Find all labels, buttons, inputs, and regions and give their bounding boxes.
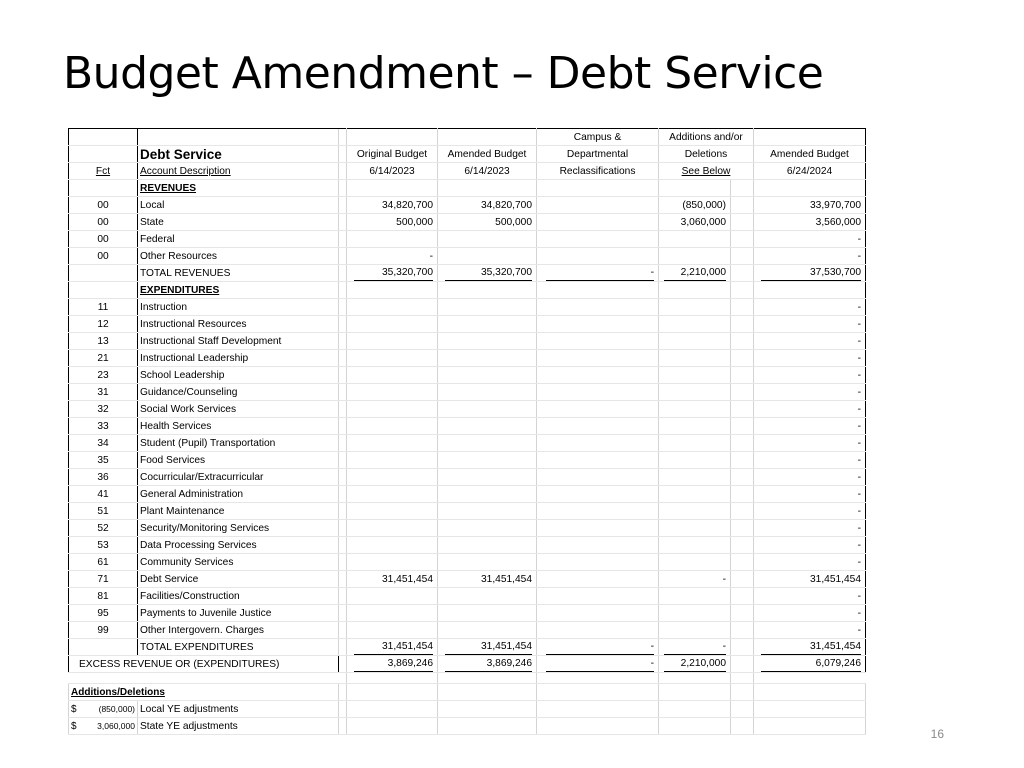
total-amended: 3,869,246	[445, 656, 532, 672]
account-description: Data Processing Services	[138, 537, 339, 554]
addition-row	[69, 718, 866, 735]
col-amended-budget: Amended Budget	[438, 146, 537, 163]
additions-value	[659, 554, 731, 571]
total-original: 31,451,454	[354, 639, 433, 655]
original-budget-value	[347, 367, 438, 384]
col-amended-date: 6/14/2023	[438, 163, 537, 180]
additions-value	[659, 452, 731, 469]
fct-code: 34	[69, 435, 138, 452]
reclassification-value	[537, 197, 659, 214]
account-description: Instructional Staff Development	[138, 333, 339, 350]
original-budget-value	[347, 401, 438, 418]
account-description: General Administration	[138, 486, 339, 503]
col-campus-line2: Departmental	[537, 146, 659, 163]
reclassification-value	[537, 571, 659, 588]
reclassification-value	[537, 503, 659, 520]
expenditures-heading: EXPENDITURES	[140, 285, 220, 296]
expenditure-row	[69, 469, 866, 486]
additions-value	[659, 333, 731, 350]
additions-value	[659, 350, 731, 367]
original-budget-value	[347, 299, 438, 316]
total-revenues-row	[69, 265, 866, 282]
original-budget-value	[347, 316, 438, 333]
total-amended: 35,320,700	[445, 265, 532, 281]
reclassification-value	[537, 367, 659, 384]
reclassification-value	[537, 401, 659, 418]
currency-symbol: $	[71, 721, 77, 732]
additions-value	[659, 299, 731, 316]
expenditure-row	[69, 571, 866, 588]
expenditure-row	[69, 418, 866, 435]
account-description: Social Work Services	[138, 401, 339, 418]
total-label: EXCESS REVENUE OR (EXPENDITURES)	[69, 656, 339, 673]
total-expenditures-row	[69, 639, 866, 656]
additions-value	[659, 418, 731, 435]
reclassification-value	[537, 299, 659, 316]
col-original-budget: Original Budget	[347, 146, 438, 163]
account-description: Debt Service	[138, 571, 339, 588]
additions-value	[659, 316, 731, 333]
fct-code: 12	[69, 316, 138, 333]
adjustment-description: State YE adjustments	[138, 718, 339, 735]
account-description: Other Resources	[138, 248, 339, 265]
col-fct: Fct	[95, 166, 111, 177]
additions-value	[659, 367, 731, 384]
additions-value	[659, 435, 731, 452]
expenditure-row	[69, 503, 866, 520]
amended-budget-value	[438, 367, 537, 384]
original-budget-value	[347, 435, 438, 452]
amended-budget-value	[438, 418, 537, 435]
amended-budget-value	[438, 622, 537, 639]
col-additions-line2: Deletions	[659, 146, 754, 163]
total-amended: 31,451,454	[445, 639, 532, 655]
amended-budget-value	[438, 435, 537, 452]
additions-value	[659, 469, 731, 486]
amended-budget-value	[438, 401, 537, 418]
amended-budget-value: 500,000	[438, 214, 537, 231]
original-budget-value	[347, 554, 438, 571]
total-label: TOTAL EXPENDITURES	[138, 639, 339, 656]
account-description: Health Services	[138, 418, 339, 435]
expenditure-row	[69, 537, 866, 554]
original-budget-value	[347, 452, 438, 469]
fct-code: 36	[69, 469, 138, 486]
currency-symbol: $	[71, 704, 77, 715]
account-description: Facilities/Construction	[138, 588, 339, 605]
reclassification-value	[537, 214, 659, 231]
additions-value	[659, 384, 731, 401]
fct-code: 31	[69, 384, 138, 401]
new-amended-budget-value: -	[754, 367, 866, 384]
new-amended-budget-value: -	[754, 469, 866, 486]
new-amended-budget-value: -	[754, 554, 866, 571]
additions-heading: Additions/Deletions	[71, 687, 165, 698]
account-description: Payments to Juvenile Justice	[138, 605, 339, 622]
account-description: Community Services	[138, 554, 339, 571]
reclassification-value	[537, 622, 659, 639]
new-amended-budget-value: -	[754, 452, 866, 469]
fund-name: Debt Service	[138, 146, 339, 163]
col-campus-line1: Campus &	[537, 129, 659, 146]
fct-code: 23	[69, 367, 138, 384]
reclassification-value	[537, 452, 659, 469]
total-reclass: -	[546, 265, 654, 281]
account-description: Security/Monitoring Services	[138, 520, 339, 537]
col-new-date: 6/24/2024	[754, 163, 866, 180]
fct-code: 53	[69, 537, 138, 554]
additions-value	[659, 605, 731, 622]
amended-budget-value	[438, 605, 537, 622]
additions-value	[659, 486, 731, 503]
amended-budget-value	[438, 231, 537, 248]
new-amended-budget-value: -	[754, 605, 866, 622]
amended-budget-value	[438, 588, 537, 605]
header-row-3	[69, 163, 866, 180]
spacer-row	[69, 673, 866, 684]
expenditure-row	[69, 486, 866, 503]
amended-budget-value	[438, 316, 537, 333]
page-number: 16	[930, 727, 944, 741]
original-budget-value: 31,451,454	[347, 571, 438, 588]
original-budget-value	[347, 537, 438, 554]
amended-budget-value	[438, 520, 537, 537]
total-reclass: -	[546, 656, 654, 672]
excess-row	[69, 656, 866, 673]
new-amended-budget-value: -	[754, 333, 866, 350]
adjustment-amount: 3,060,000	[97, 721, 135, 731]
new-amended-budget-value: -	[754, 401, 866, 418]
account-description: Federal	[138, 231, 339, 248]
original-budget-value	[347, 384, 438, 401]
fct-code: 51	[69, 503, 138, 520]
reclassification-value	[537, 231, 659, 248]
reclassification-value	[537, 350, 659, 367]
revenue-row	[69, 248, 866, 265]
expenditure-row	[69, 350, 866, 367]
col-campus-line3: Reclassifications	[537, 163, 659, 180]
total-additions: 2,210,000	[664, 656, 726, 672]
amended-budget-value	[438, 469, 537, 486]
fct-code: 32	[69, 401, 138, 418]
col-additions-line3: See Below	[681, 166, 731, 177]
original-budget-value	[347, 486, 438, 503]
additions-value	[659, 537, 731, 554]
new-amended-budget-value: -	[754, 537, 866, 554]
adjustment-description: Local YE adjustments	[138, 701, 339, 718]
new-amended-budget-value: -	[754, 520, 866, 537]
fct-code: 35	[69, 452, 138, 469]
amended-budget-value: 34,820,700	[438, 197, 537, 214]
additions-value: -	[659, 571, 731, 588]
additions-value: (850,000)	[659, 197, 731, 214]
original-budget-value	[347, 588, 438, 605]
new-amended-budget-value: -	[754, 248, 866, 265]
fct-code: 13	[69, 333, 138, 350]
new-amended-budget-value: -	[754, 316, 866, 333]
new-amended-budget-value: -	[754, 418, 866, 435]
fct-code: 00	[69, 231, 138, 248]
total-additions: 2,210,000	[664, 265, 726, 281]
total-original: 35,320,700	[354, 265, 433, 281]
original-budget-value: -	[347, 248, 438, 265]
account-description: Other Intergovern. Charges	[138, 622, 339, 639]
expenditure-row	[69, 367, 866, 384]
amended-budget-value	[438, 503, 537, 520]
expenditure-row	[69, 605, 866, 622]
reclassification-value	[537, 384, 659, 401]
fct-code: 00	[69, 197, 138, 214]
amended-budget-value	[438, 452, 537, 469]
amended-budget-value	[438, 384, 537, 401]
additions-value	[659, 401, 731, 418]
additions-value	[659, 231, 731, 248]
revenues-heading-row	[69, 180, 866, 197]
revenue-row	[69, 214, 866, 231]
new-amended-budget-value: -	[754, 486, 866, 503]
expenditure-row	[69, 384, 866, 401]
col-original-date: 6/14/2023	[347, 163, 438, 180]
original-budget-value	[347, 520, 438, 537]
account-description: Food Services	[138, 452, 339, 469]
new-amended-budget-value: 3,560,000	[754, 214, 866, 231]
expenditure-row	[69, 333, 866, 350]
new-amended-budget-value: -	[754, 384, 866, 401]
reclassification-value	[537, 486, 659, 503]
new-amended-budget-value: -	[754, 435, 866, 452]
account-description: Instruction	[138, 299, 339, 316]
adjustment-amount: (850,000)	[98, 704, 135, 714]
expenditure-row	[69, 554, 866, 571]
expenditure-row	[69, 452, 866, 469]
amended-budget-value	[438, 554, 537, 571]
additions-value	[659, 520, 731, 537]
new-amended-budget-value: -	[754, 588, 866, 605]
fct-code: 95	[69, 605, 138, 622]
header-row-2	[69, 146, 866, 163]
reclassification-value	[537, 469, 659, 486]
account-description: Instructional Resources	[138, 316, 339, 333]
additions-heading-row	[69, 684, 866, 701]
account-description: Instructional Leadership	[138, 350, 339, 367]
total-additions: -	[664, 639, 726, 655]
account-description: Plant Maintenance	[138, 503, 339, 520]
original-budget-value	[347, 503, 438, 520]
amended-budget-value	[438, 299, 537, 316]
new-amended-budget-value: -	[754, 231, 866, 248]
reclassification-value	[537, 435, 659, 452]
fct-code: 99	[69, 622, 138, 639]
budget-table	[68, 128, 866, 735]
revenues-heading: REVENUES	[140, 183, 197, 194]
fct-code: 71	[69, 571, 138, 588]
new-amended-budget-value: -	[754, 622, 866, 639]
expenditure-row	[69, 588, 866, 605]
col-new-amended-budget: Amended Budget	[754, 146, 866, 163]
fct-code: 52	[69, 520, 138, 537]
reclassification-value	[537, 418, 659, 435]
new-amended-budget-value: -	[754, 299, 866, 316]
fct-code: 41	[69, 486, 138, 503]
new-amended-budget-value: -	[754, 503, 866, 520]
reclassification-value	[537, 316, 659, 333]
total-reclass: -	[546, 639, 654, 655]
total-new: 37,530,700	[761, 265, 861, 281]
amended-budget-value	[438, 486, 537, 503]
account-description: School Leadership	[138, 367, 339, 384]
total-label: TOTAL REVENUES	[138, 265, 339, 282]
expenditure-row	[69, 316, 866, 333]
account-description: Guidance/Counseling	[138, 384, 339, 401]
expenditure-row	[69, 299, 866, 316]
fct-code: 00	[69, 248, 138, 265]
amended-budget-value	[438, 248, 537, 265]
original-budget-value	[347, 231, 438, 248]
original-budget-value	[347, 418, 438, 435]
reclassification-value	[537, 248, 659, 265]
additions-value	[659, 503, 731, 520]
expenditure-row	[69, 520, 866, 537]
additions-value	[659, 622, 731, 639]
account-description: State	[138, 214, 339, 231]
reclassification-value	[537, 588, 659, 605]
col-account-description: Account Description	[140, 166, 231, 177]
new-amended-budget-value: 33,970,700	[754, 197, 866, 214]
account-description: Student (Pupil) Transportation	[138, 435, 339, 452]
amended-budget-value	[438, 333, 537, 350]
new-amended-budget-value: 31,451,454	[754, 571, 866, 588]
reclassification-value	[537, 520, 659, 537]
fct-code: 61	[69, 554, 138, 571]
fct-code: 00	[69, 214, 138, 231]
account-description: Cocurricular/Extracurricular	[138, 469, 339, 486]
revenue-row	[69, 197, 866, 214]
col-additions-line1: Additions and/or	[659, 129, 754, 146]
total-new: 31,451,454	[761, 639, 861, 655]
original-budget-value	[347, 333, 438, 350]
expenditure-row	[69, 435, 866, 452]
original-budget-value	[347, 622, 438, 639]
expenditure-row	[69, 401, 866, 418]
fct-code: 33	[69, 418, 138, 435]
fct-code: 21	[69, 350, 138, 367]
additions-value	[659, 248, 731, 265]
amended-budget-value	[438, 350, 537, 367]
reclassification-value	[537, 333, 659, 350]
revenue-row	[69, 231, 866, 248]
reclassification-value	[537, 537, 659, 554]
amended-budget-value	[438, 537, 537, 554]
original-budget-value: 34,820,700	[347, 197, 438, 214]
amended-budget-value: 31,451,454	[438, 571, 537, 588]
total-original: 3,869,246	[354, 656, 433, 672]
additions-value	[659, 588, 731, 605]
original-budget-value	[347, 469, 438, 486]
fct-code: 81	[69, 588, 138, 605]
original-budget-value	[347, 350, 438, 367]
original-budget-value	[347, 605, 438, 622]
original-budget-value: 500,000	[347, 214, 438, 231]
slide-title: Budget Amendment – Debt Service	[63, 48, 824, 99]
expenditure-row	[69, 622, 866, 639]
fct-code: 11	[69, 299, 138, 316]
total-new: 6,079,246	[761, 656, 861, 672]
account-description: Local	[138, 197, 339, 214]
reclassification-value	[537, 554, 659, 571]
header-row-1	[69, 129, 866, 146]
expenditures-heading-row	[69, 282, 866, 299]
reclassification-value	[537, 605, 659, 622]
addition-row	[69, 701, 866, 718]
additions-value: 3,060,000	[659, 214, 731, 231]
new-amended-budget-value: -	[754, 350, 866, 367]
